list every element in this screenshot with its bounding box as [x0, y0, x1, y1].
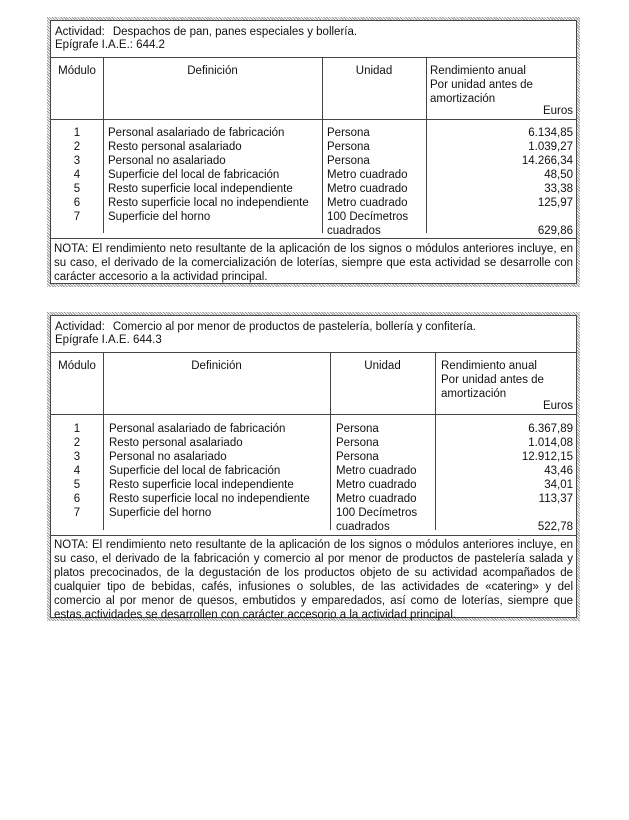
table-row [51, 478, 576, 492]
row-number: 2 [73, 141, 81, 153]
row-definicion: Personal no asalariado [109, 451, 227, 463]
row-unidad-line-2: cuadrados [327, 225, 381, 237]
table-row [51, 464, 576, 478]
divider [51, 57, 576, 58]
divider [51, 414, 576, 415]
row-definicion: Superficie del local de fabricación [109, 465, 281, 477]
row-unidad: Persona [327, 127, 370, 139]
table-row [51, 422, 576, 436]
epigrafe: Epígrafe I.A.E. 644.3 [55, 334, 162, 346]
table-row [51, 492, 576, 506]
row-valor: 34,01 [544, 479, 573, 491]
table-row [51, 436, 576, 450]
rendimiento-line-2: Por unidad antes de [430, 79, 533, 91]
row-number: 4 [73, 169, 81, 181]
row-unidad: Metro cuadrado [327, 197, 408, 209]
table-row-continuation [51, 224, 576, 238]
col-header-unidad: Unidad [364, 360, 401, 372]
row-number: 3 [73, 451, 81, 463]
table-row [51, 140, 576, 154]
col-header-definicion: Definición [191, 360, 242, 372]
row-valor: 125,97 [537, 197, 573, 209]
row-number: 6 [73, 493, 81, 505]
row-number: 3 [73, 155, 81, 167]
row-definicion: Resto superficie local no independiente [109, 493, 310, 505]
row-definicion: Superficie del horno [109, 507, 212, 519]
row-valor: 1.014,08 [528, 437, 573, 449]
row-valor: 113,37 [538, 493, 573, 505]
row-definicion: Personal asalariado de fabricación [108, 127, 285, 139]
row-valor: 33,38 [544, 183, 573, 195]
table-header [55, 321, 476, 347]
rendimiento-line-1: Rendimiento anual [430, 65, 526, 77]
row-unidad: 100 Decímetros [327, 211, 409, 223]
col-header-definicion: Definición [187, 65, 238, 77]
row-valor: 629,86 [537, 225, 573, 237]
row-unidad: Metro cuadrado [327, 169, 408, 181]
row-definicion: Superficie del horno [108, 211, 211, 223]
table-row [51, 182, 576, 196]
actividad-label: Actividad: [55, 321, 105, 333]
row-definicion: Resto superficie local no independiente [108, 197, 309, 209]
row-number: 1 [73, 127, 81, 139]
table-row [51, 450, 576, 464]
row-unidad: 100 Decímetros [336, 507, 418, 519]
epigrafe: Epígrafe I.A.E.: 644.2 [55, 39, 165, 51]
module-table-pasteleria [47, 312, 580, 621]
actividad-text: Comercio al por menor de productos de pastelería, bollería y confitería. [112, 321, 476, 333]
row-unidad: Persona [336, 423, 379, 435]
table-row [51, 506, 576, 520]
col-header-euros: Euros [542, 400, 573, 412]
rendimiento-line-1: Rendimiento anual [441, 360, 537, 372]
row-unidad: Persona [327, 141, 370, 153]
col-header-euros: Euros [542, 105, 573, 117]
col-header-modulo: Módulo [58, 360, 96, 372]
table-row [51, 168, 576, 182]
divider [51, 119, 576, 120]
row-unidad: Metro cuadrado [336, 465, 417, 477]
row-number: 5 [73, 183, 81, 195]
row-number: 5 [73, 479, 81, 491]
row-definicion: Personal no asalariado [108, 155, 226, 167]
actividad-label: Actividad: [55, 26, 105, 38]
row-number: 2 [73, 437, 81, 449]
row-unidad: Persona [327, 155, 370, 167]
col-header-rendimiento [441, 359, 544, 401]
row-unidad: Metro cuadrado [336, 479, 417, 491]
rendimiento-line-3: amortización [441, 388, 507, 400]
row-definicion: Superficie del local de fabricación [108, 169, 280, 181]
col-header-modulo: Módulo [58, 65, 96, 77]
table-frame [50, 315, 577, 621]
divider [51, 352, 576, 353]
row-valor: 6.134,85 [528, 127, 573, 139]
nota: NOTA: El rendimiento neto resultante de la aplicación de los signos o módulos anteriores incluye, en su caso, el derivado de la comercialización de loterías, siempre que esta actividad se desarrolle con carácter accesorio a la actividad principal. [54, 243, 573, 283]
actividad-text: Despachos de pan, panes especiales y bollería. [112, 26, 358, 38]
row-valor: 6.367,89 [528, 423, 573, 435]
rendimiento-line-3: amortización [430, 93, 496, 105]
row-definicion: Resto personal asalariado [109, 437, 243, 449]
row-valor: 14.266,34 [521, 155, 573, 167]
row-definicion: Resto personal asalariado [108, 141, 242, 153]
row-valor: 522,78 [537, 521, 573, 533]
row-valor: 43,46 [544, 465, 573, 477]
row-number: 6 [73, 197, 81, 209]
rendimiento-line-2: Por unidad antes de [441, 374, 544, 386]
row-valor: 1.039,27 [528, 141, 573, 153]
actividad-line [55, 321, 476, 334]
divider [51, 238, 576, 239]
module-table-despachos-pan [47, 17, 580, 287]
col-header-unidad: Unidad [355, 65, 393, 77]
table-frame [50, 20, 577, 284]
row-number: 7 [73, 211, 81, 223]
table-row [51, 196, 576, 210]
row-unidad-line-2: cuadrados [336, 521, 390, 533]
table-header [55, 26, 357, 52]
divider [51, 535, 576, 536]
row-definicion: Personal asalariado de fabricación [109, 423, 286, 435]
nota: NOTA: El rendimiento neto resultante de la aplicación de los signos o módulos anteriores incluye, en su caso, el derivado de la fabricación y comercio al por menor de productos de pastelería salada y platos precocinados, de la degustación de los productos objeto de su actividad acompañados de cualquier tipo de bebidas, cafés, infusiones o solubles, de las actividades de «catering» y del comercio al por menor de quesos, embutidos y emparedados, así como de loterías, siempre que estas actividades se desarrollen con carácter accesorio a la actividad principal. [54, 539, 573, 621]
row-number: 7 [73, 507, 81, 519]
row-unidad: Metro cuadrado [327, 183, 408, 195]
row-unidad: Persona [336, 437, 379, 449]
row-definicion: Resto superficie local independiente [109, 479, 294, 491]
table-row-continuation [51, 520, 576, 534]
row-number: 4 [73, 465, 81, 477]
col-header-rendimiento [430, 64, 533, 106]
actividad-line [55, 26, 357, 39]
row-valor: 12.912,15 [521, 451, 573, 463]
row-valor: 48,50 [544, 169, 573, 181]
table-row [51, 126, 576, 140]
row-unidad: Metro cuadrado [336, 493, 417, 505]
row-definicion: Resto superficie local independiente [108, 183, 293, 195]
table-row [51, 154, 576, 168]
row-number: 1 [73, 423, 81, 435]
table-row [51, 210, 576, 224]
row-unidad: Persona [336, 451, 379, 463]
